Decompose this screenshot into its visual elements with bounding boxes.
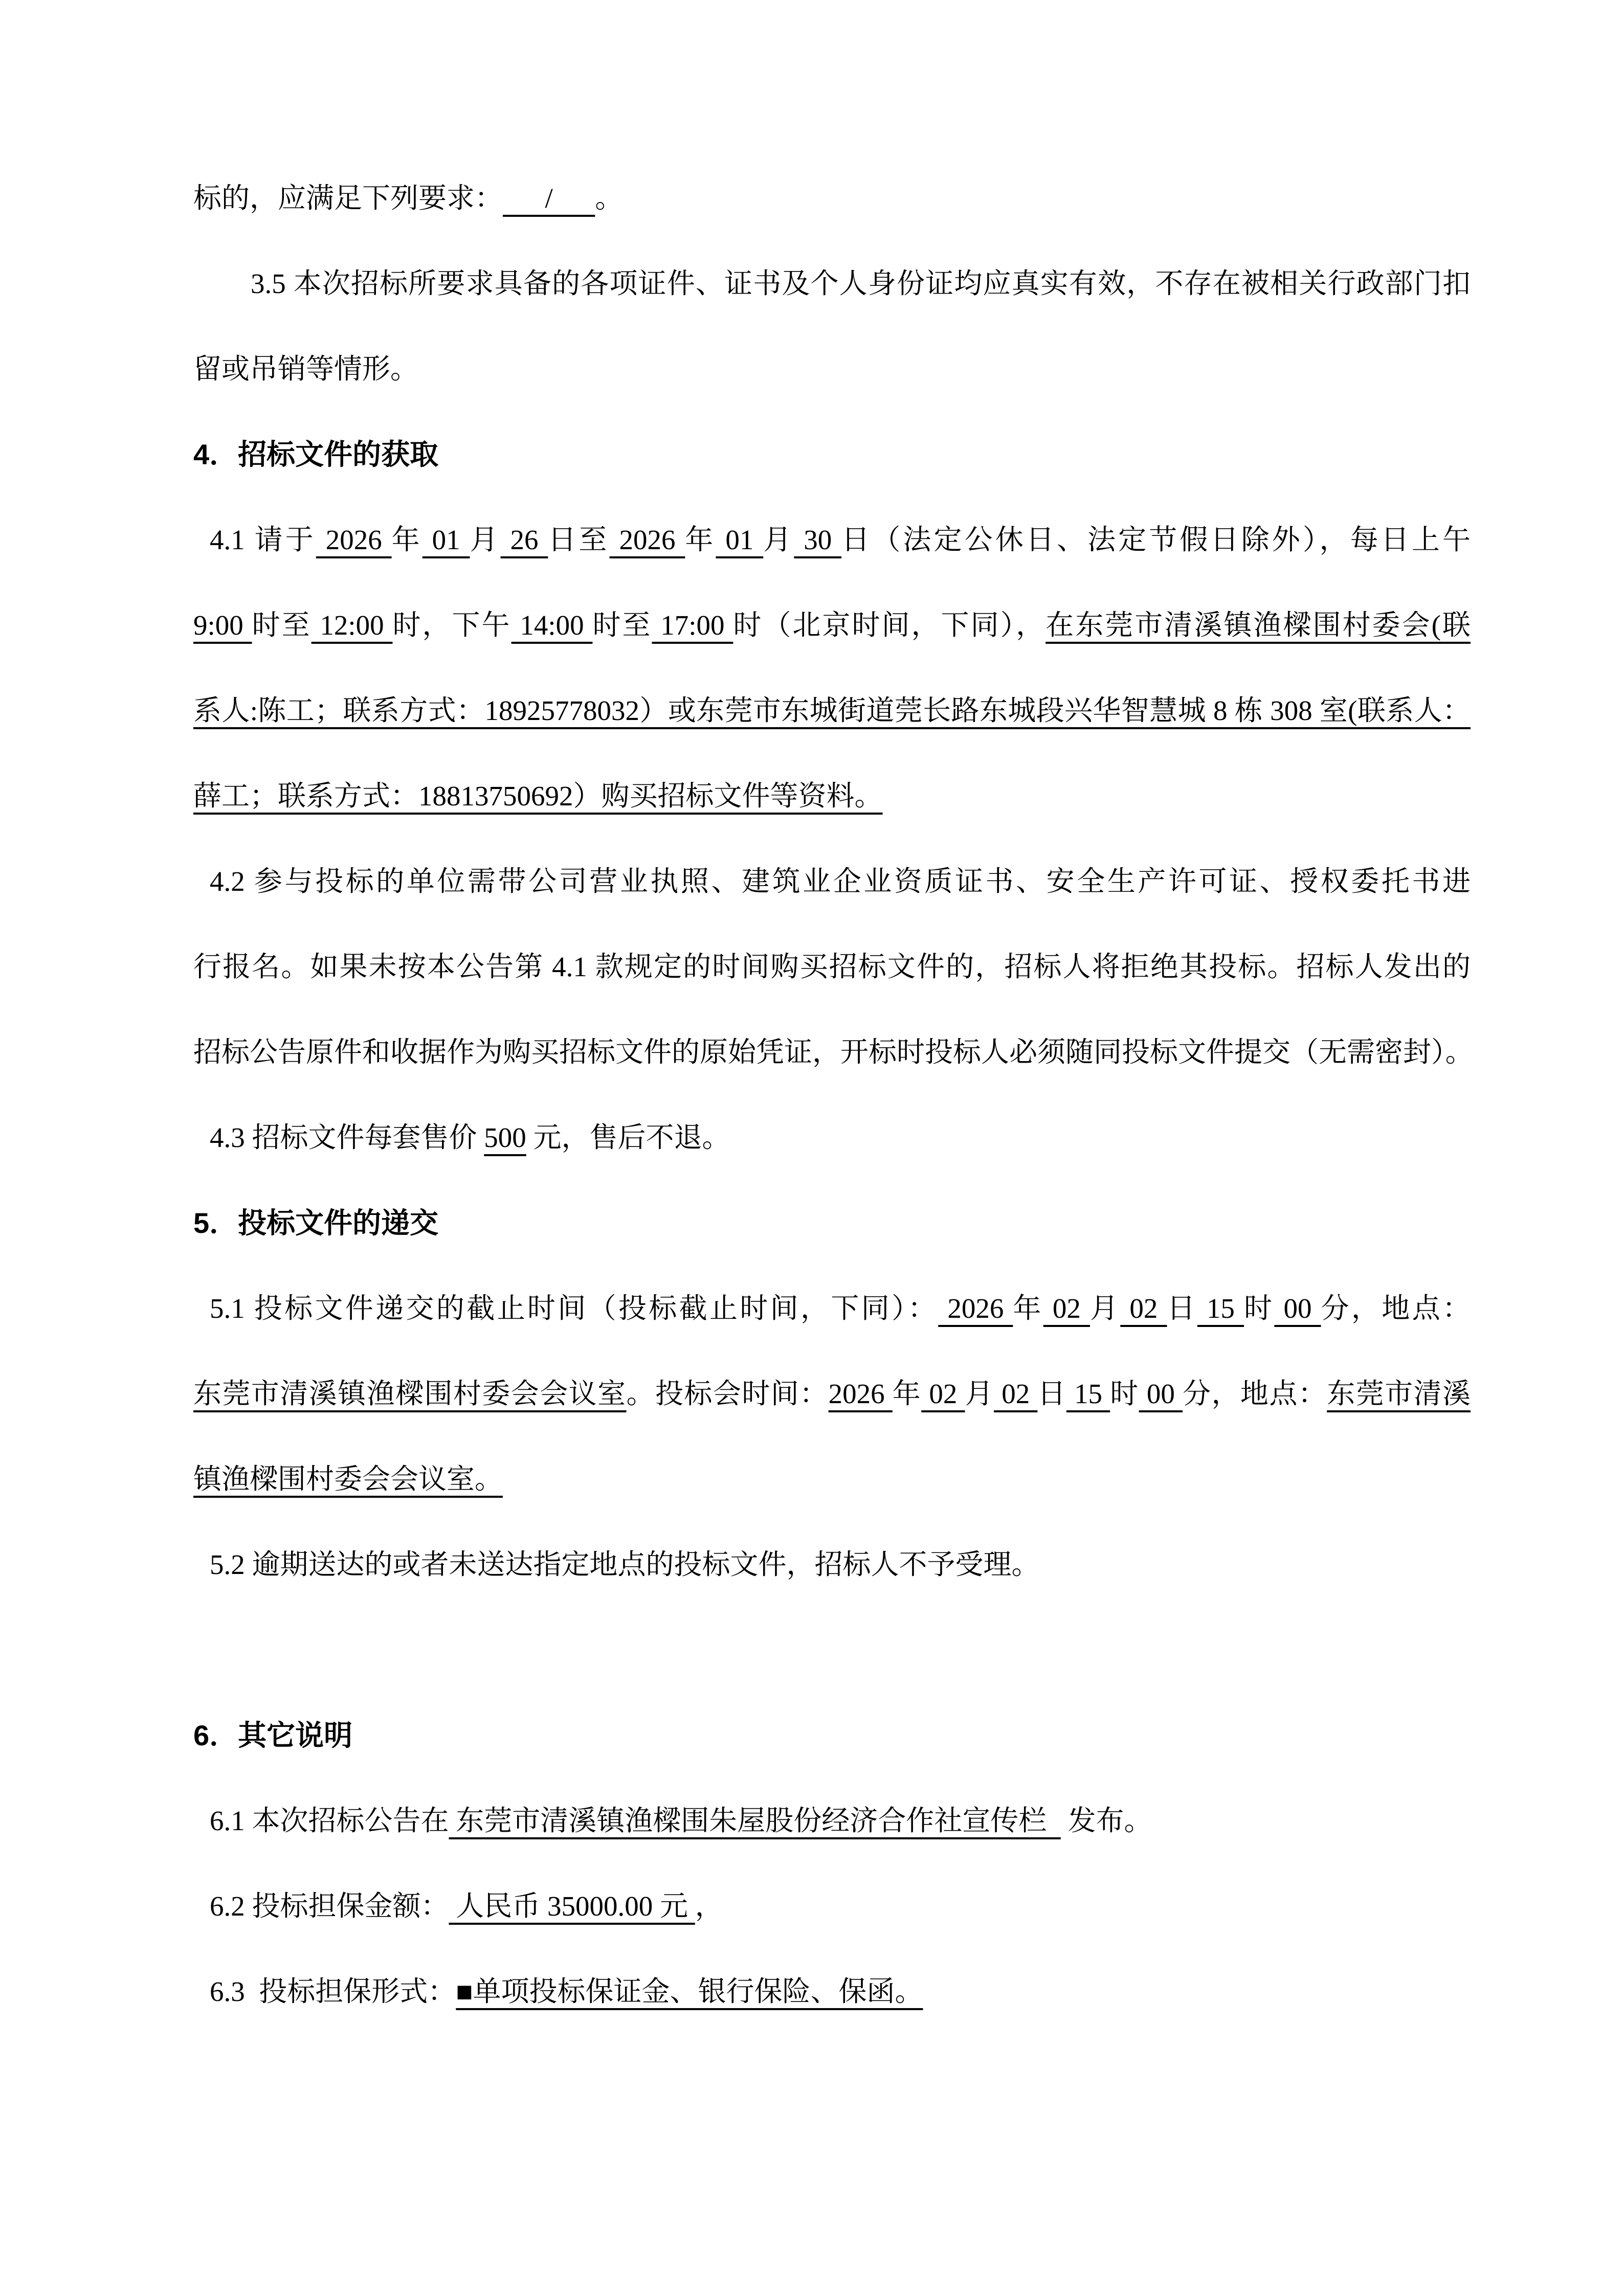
text-line (193, 1095, 1471, 1180)
text-run: 月 (1089, 1293, 1121, 1324)
text-run: 6.3 投标担保形式： (210, 1976, 456, 2007)
text-run: 日 (1167, 1293, 1197, 1324)
text-line (193, 1351, 1471, 1436)
underlined-field: 在东莞市清溪镇渔樑围村委会(联 (1045, 610, 1471, 641)
text-run: 时至 (252, 610, 312, 641)
underlined-field: 2026 (316, 524, 392, 555)
text-line (193, 1436, 1471, 1522)
text-line (193, 1266, 1471, 1351)
text-run: 时，下午 (392, 610, 511, 641)
text-run: 时 (1110, 1378, 1139, 1409)
underlined-field: 02 (994, 1378, 1038, 1409)
underlined-field: 薛工；联系方式：18813750692）购买招标文件等资料。 (193, 780, 883, 812)
text-run: 年 (391, 524, 422, 555)
text-run: 月 (965, 1378, 994, 1409)
underlined-field: 02 (1120, 1293, 1167, 1324)
text-line (193, 582, 1471, 668)
section-heading (193, 412, 1471, 497)
text-line (193, 1522, 1471, 1607)
underlined-field: 东莞市清溪镇渔樑围朱屋股份经济合作社宣传栏 (449, 1805, 1061, 1836)
text-run: 6.2 投标担保金额： (210, 1890, 449, 1922)
text-run: 6．其它说明 (193, 1719, 353, 1751)
text-run: 分，地点： (1321, 1293, 1471, 1324)
text-line (193, 1778, 1471, 1863)
text-line (193, 326, 1471, 412)
underlined-field: 17:00 (652, 610, 733, 641)
text-run: 。投标会时间： (626, 1378, 829, 1409)
underlined-field: 01 (422, 524, 470, 555)
text-run: 招标公告原件和收据作为购买招标文件的原始凭证，开标时投标人必须随同投标文件提交（无需密封）。 (193, 1037, 1474, 1068)
text-run: 时（北京时间，下同）， (733, 610, 1046, 641)
underlined-field: 02 (921, 1378, 965, 1409)
text-run: 4.1 请于 (210, 524, 316, 555)
underlined-field: 2026 (828, 1378, 893, 1409)
text-line (193, 241, 1471, 326)
underlined-field: 26 (500, 524, 548, 555)
underlined-field: 30 (794, 524, 842, 555)
text-run: 日至 (548, 524, 610, 555)
text-run: ， (695, 1890, 723, 1922)
underlined-field: 东莞市清溪镇渔樑围村委会会议室 (193, 1378, 627, 1409)
text-line (193, 839, 1471, 924)
text-run: 年 (1013, 1293, 1043, 1324)
section-heading (193, 1693, 1471, 1778)
text-run: 分，地点： (1183, 1378, 1327, 1409)
underlined-field: 14:00 (511, 610, 593, 641)
text-run: 月 (470, 524, 501, 555)
text-line (193, 155, 1471, 241)
text-run: 元，售后不退。 (526, 1122, 730, 1153)
text-line (193, 668, 1471, 753)
text-run: 行报名。如果未按本公告第 4.1 款规定的时间购买招标文件的，招标人将拒绝其投标。招标人发出的 (193, 951, 1471, 982)
underlined-field: 镇渔樑围村委会会议室。 (193, 1464, 503, 1495)
underlined-field: 系人:陈工；联系方式：18925778032）或东莞市东城街道莞长路东城段兴华智慧城 8 栋 308 室(联系人： (193, 695, 1471, 726)
underlined-field: / (503, 183, 595, 214)
section-heading (193, 1180, 1471, 1266)
text-run: 3.5 本次招标所要求具备的各项证件、证书及个人身份证均应真实有效，不存在被相关行政部门扣 (251, 268, 1471, 299)
text-run: 年 (892, 1378, 922, 1409)
text-run: 时至 (592, 610, 652, 641)
underlined-field: 人民币 35000.00 元 (449, 1890, 695, 1922)
underlined-field: 00 (1139, 1378, 1183, 1409)
text-run: 4.2 参与投标的单位需带公司营业执照、建筑业企业资质证书、安全生产许可证、授权委托书进 (210, 866, 1471, 897)
underlined-field: 9:00 (193, 610, 252, 641)
text-run: 日（法定公休日、法定节假日除外），每日上午 (841, 524, 1471, 555)
text-run: 5．投标文件的递交 (193, 1207, 439, 1239)
underlined-field: 2026 (938, 1293, 1013, 1324)
text-run: 时 (1244, 1293, 1275, 1324)
text-run: 。 (595, 183, 624, 214)
text-run: 4.3 招标文件每套售价 (210, 1122, 484, 1153)
underlined-field: 02 (1043, 1293, 1090, 1324)
blank-line (193, 1607, 1471, 1693)
text-run: 发布。 (1060, 1805, 1152, 1836)
text-run: 5.2 逾期送达的或者未送达指定地点的投标文件，招标人不予受理。 (210, 1549, 1040, 1580)
underlined-field: 2026 (609, 524, 685, 555)
text-run: 5.1 投标文件递交的截止时间（投标截止时间，下同）： (210, 1293, 939, 1324)
text-run: 年 (685, 524, 716, 555)
text-run: 标的，应满足下列要求： (193, 183, 503, 214)
underlined-field: 12:00 (311, 610, 393, 641)
text-run: 留或吊销等情形。 (193, 353, 419, 385)
underlined-field: ■单项投标保证金、银行保险、保函。 (456, 1976, 923, 2007)
text-run: 4．招标文件的获取 (193, 438, 439, 470)
text-line (193, 924, 1471, 1009)
text-run: 日 (1037, 1378, 1066, 1409)
text-line (193, 1949, 1471, 2034)
text-line (193, 497, 1471, 582)
underlined-field: 500 (484, 1122, 526, 1153)
underlined-field: 东莞市清溪 (1327, 1378, 1471, 1409)
text-run: 月 (763, 524, 794, 555)
text-run: 6.1 本次招标公告在 (210, 1805, 449, 1836)
underlined-field: 00 (1274, 1293, 1321, 1324)
text-line (193, 1863, 1471, 1949)
text-line (193, 753, 1471, 839)
text-line (193, 1009, 1474, 1095)
underlined-field: 15 (1066, 1378, 1110, 1409)
underlined-field: 01 (716, 524, 764, 555)
underlined-field: 15 (1197, 1293, 1244, 1324)
